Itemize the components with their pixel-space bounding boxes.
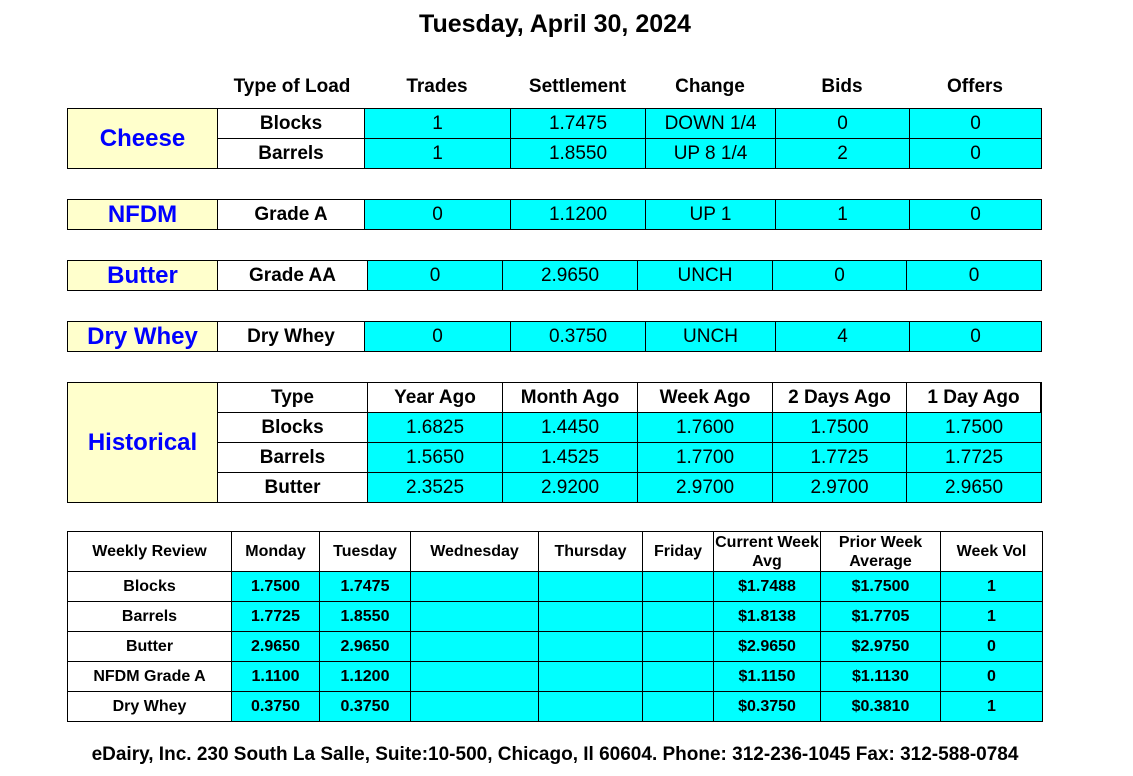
- weekly-row-barrels: [68, 602, 1043, 632]
- historical-header-1-day-ago: 1 Day Ago: [907, 383, 1041, 412]
- weekly-cell-current-week-avg: $1.8138: [714, 602, 821, 632]
- historical-header-week-ago: Week Ago: [638, 383, 773, 412]
- weekly-cell-thursday: [539, 662, 643, 692]
- historical-butter-1-day-ago: 2.9650: [907, 472, 1041, 502]
- weekly-cell-tuesday: 0.3750: [320, 692, 411, 722]
- nfdm-offers: 0: [910, 200, 1041, 229]
- weekly-row-label: Barrels: [68, 602, 232, 632]
- header-type-of-load: Type of Load: [233, 76, 351, 97]
- butter-type: Grade AA: [218, 261, 368, 290]
- weekly-cell-current-week-avg: $2.9650: [714, 632, 821, 662]
- weekly-header-friday: Friday: [643, 532, 714, 572]
- weekly-header-thursday: Thursday: [539, 532, 643, 572]
- cheese-barrels-trades: 1: [365, 138, 511, 168]
- weekly-header-weekly-review: Weekly Review: [68, 532, 232, 572]
- dry-whey-bids: 4: [776, 322, 910, 351]
- historical-barrels-year-ago: 1.5650: [368, 442, 503, 472]
- weekly-cell-wednesday: [411, 632, 539, 662]
- weekly-cell-thursday: [539, 602, 643, 632]
- historical-blocks-2-days-ago: 1.7500: [773, 412, 907, 442]
- weekly-cell-prior-week-average: $2.9750: [821, 632, 941, 662]
- nfdm-type: Grade A: [218, 200, 365, 229]
- cheese-blocks-bids: 0: [776, 109, 910, 138]
- cheese-barrels-type: Barrels: [218, 138, 365, 168]
- weekly-review-table: [67, 531, 1043, 722]
- dry-whey-trades: 0: [365, 322, 511, 351]
- dry-whey-section: [67, 321, 1042, 352]
- weekly-row-label: NFDM Grade A: [68, 662, 232, 692]
- weekly-cell-tuesday: 1.7475: [320, 572, 411, 602]
- nfdm-bids: 1: [776, 200, 910, 229]
- weekly-cell-week-vol: 0: [941, 662, 1043, 692]
- butter-change: UNCH: [638, 261, 773, 290]
- header-bids: Bids: [821, 76, 863, 97]
- weekly-cell-tuesday: 1.1200: [320, 662, 411, 692]
- historical-blocks-1-day-ago: 1.7500: [907, 412, 1041, 442]
- weekly-cell-friday: [643, 572, 714, 602]
- cheese-barrels-settlement: 1.8550: [511, 138, 646, 168]
- weekly-cell-thursday: [539, 632, 643, 662]
- nfdm-change: UP 1: [646, 200, 776, 229]
- historical-header-2-days-ago: 2 Days Ago: [773, 383, 907, 412]
- cheese-label: Cheese: [68, 109, 218, 168]
- weekly-cell-current-week-avg: $0.3750: [714, 692, 821, 722]
- weekly-header-wednesday: Wednesday: [411, 532, 539, 572]
- nfdm-label: NFDM: [68, 200, 218, 229]
- butter-section: [67, 260, 1042, 291]
- historical-blocks-week-ago: 1.7600: [638, 412, 773, 442]
- weekly-header-monday: Monday: [232, 532, 320, 572]
- historical-blocks-year-ago: 1.6825: [368, 412, 503, 442]
- nfdm-trades: 0: [365, 200, 511, 229]
- historical-barrels-type: Barrels: [218, 442, 368, 472]
- weekly-cell-current-week-avg: $1.7488: [714, 572, 821, 602]
- weekly-row-label: Blocks: [68, 572, 232, 602]
- historical-blocks-month-ago: 1.4450: [503, 412, 638, 442]
- cheese-barrels-bids: 2: [776, 138, 910, 168]
- weekly-header-row: [68, 532, 1043, 572]
- butter-trades: 0: [368, 261, 503, 290]
- weekly-cell-week-vol: 0: [941, 632, 1043, 662]
- cheese-section: [67, 108, 1042, 169]
- historical-header-month-ago: Month Ago: [503, 383, 638, 412]
- weekly-row-label: Butter: [68, 632, 232, 662]
- cheese-blocks-offers: 0: [910, 109, 1041, 138]
- dry-whey-type: Dry Whey: [218, 322, 365, 351]
- weekly-cell-prior-week-average: $1.7705: [821, 602, 941, 632]
- weekly-row-blocks: [68, 572, 1043, 602]
- butter-offers: 0: [907, 261, 1041, 290]
- weekly-cell-wednesday: [411, 692, 539, 722]
- historical-header-year-ago: Year Ago: [368, 383, 503, 412]
- page-title: Tuesday, April 30, 2024: [419, 10, 691, 38]
- weekly-cell-prior-week-average: $1.1130: [821, 662, 941, 692]
- historical-section: [67, 382, 1042, 503]
- cheese-barrels-change: UP 8 1/4: [646, 138, 776, 168]
- dry-whey-settlement: 0.3750: [511, 322, 646, 351]
- header-trades: Trades: [406, 76, 468, 97]
- historical-butter-2-days-ago: 2.9700: [773, 472, 907, 502]
- weekly-header-current-week-avg: Current Week Avg: [715, 533, 819, 570]
- butter-settlement: 2.9650: [503, 261, 638, 290]
- weekly-cell-wednesday: [411, 662, 539, 692]
- historical-label: Historical: [68, 383, 218, 502]
- historical-butter-type: Butter: [218, 472, 368, 502]
- butter-label: Butter: [68, 261, 218, 290]
- header-settlement: Settlement: [528, 76, 627, 97]
- weekly-cell-prior-week-average: $0.3810: [821, 692, 941, 722]
- header-change: Change: [675, 76, 745, 97]
- cheese-blocks-trades: 1: [365, 109, 511, 138]
- dry-whey-change: UNCH: [646, 322, 776, 351]
- weekly-cell-week-vol: 1: [941, 572, 1043, 602]
- weekly-cell-monday: 0.3750: [232, 692, 320, 722]
- weekly-cell-friday: [643, 602, 714, 632]
- historical-butter-week-ago: 2.9700: [638, 472, 773, 502]
- weekly-header-week-vol: Week Vol: [941, 532, 1043, 572]
- cheese-blocks-type: Blocks: [218, 109, 365, 138]
- weekly-cell-monday: 2.9650: [232, 632, 320, 662]
- historical-butter-year-ago: 2.3525: [368, 472, 503, 502]
- weekly-cell-week-vol: 1: [941, 692, 1043, 722]
- butter-bids: 0: [773, 261, 907, 290]
- weekly-cell-week-vol: 1: [941, 602, 1043, 632]
- footer-contact: eDairy, Inc. 230 South La Salle, Suite:10-500, Chicago, Il 60604. Phone: 312-236-1045 Fax: 312-588-0784: [91, 744, 1019, 765]
- historical-header-type: Type: [218, 383, 368, 412]
- weekly-header-tuesday: Tuesday: [320, 532, 411, 572]
- nfdm-settlement: 1.1200: [511, 200, 646, 229]
- historical-barrels-week-ago: 1.7700: [638, 442, 773, 472]
- weekly-row-label: Dry Whey: [68, 692, 232, 722]
- weekly-cell-monday: 1.1100: [232, 662, 320, 692]
- cheese-barrels-offers: 0: [910, 138, 1041, 168]
- weekly-cell-friday: [643, 692, 714, 722]
- cheese-blocks-settlement: 1.7475: [511, 109, 646, 138]
- historical-butter-month-ago: 2.9200: [503, 472, 638, 502]
- weekly-cell-friday: [643, 632, 714, 662]
- weekly-cell-wednesday: [411, 572, 539, 602]
- weekly-row-butter: [68, 632, 1043, 662]
- weekly-cell-thursday: [539, 692, 643, 722]
- dry-whey-label: Dry Whey: [68, 322, 218, 351]
- historical-barrels-2-days-ago: 1.7725: [773, 442, 907, 472]
- weekly-cell-tuesday: 2.9650: [320, 632, 411, 662]
- weekly-cell-thursday: [539, 572, 643, 602]
- weekly-cell-prior-week-average: $1.7500: [821, 572, 941, 602]
- historical-barrels-month-ago: 1.4525: [503, 442, 638, 472]
- weekly-row-nfdm-grade-a: [68, 662, 1043, 692]
- historical-blocks-type: Blocks: [218, 412, 368, 442]
- header-offers: Offers: [947, 76, 1003, 97]
- nfdm-section: [67, 199, 1042, 230]
- weekly-header-prior-week-average: Prior Week Average: [821, 532, 941, 572]
- dry-whey-offers: 0: [910, 322, 1041, 351]
- weekly-cell-tuesday: 1.8550: [320, 602, 411, 632]
- weekly-cell-wednesday: [411, 602, 539, 632]
- cheese-blocks-change: DOWN 1/4: [646, 109, 776, 138]
- weekly-cell-current-week-avg: $1.1150: [714, 662, 821, 692]
- weekly-cell-monday: 1.7725: [232, 602, 320, 632]
- historical-barrels-1-day-ago: 1.7725: [907, 442, 1041, 472]
- weekly-cell-monday: 1.7500: [232, 572, 320, 602]
- weekly-cell-friday: [643, 662, 714, 692]
- weekly-row-dry-whey: [68, 692, 1043, 722]
